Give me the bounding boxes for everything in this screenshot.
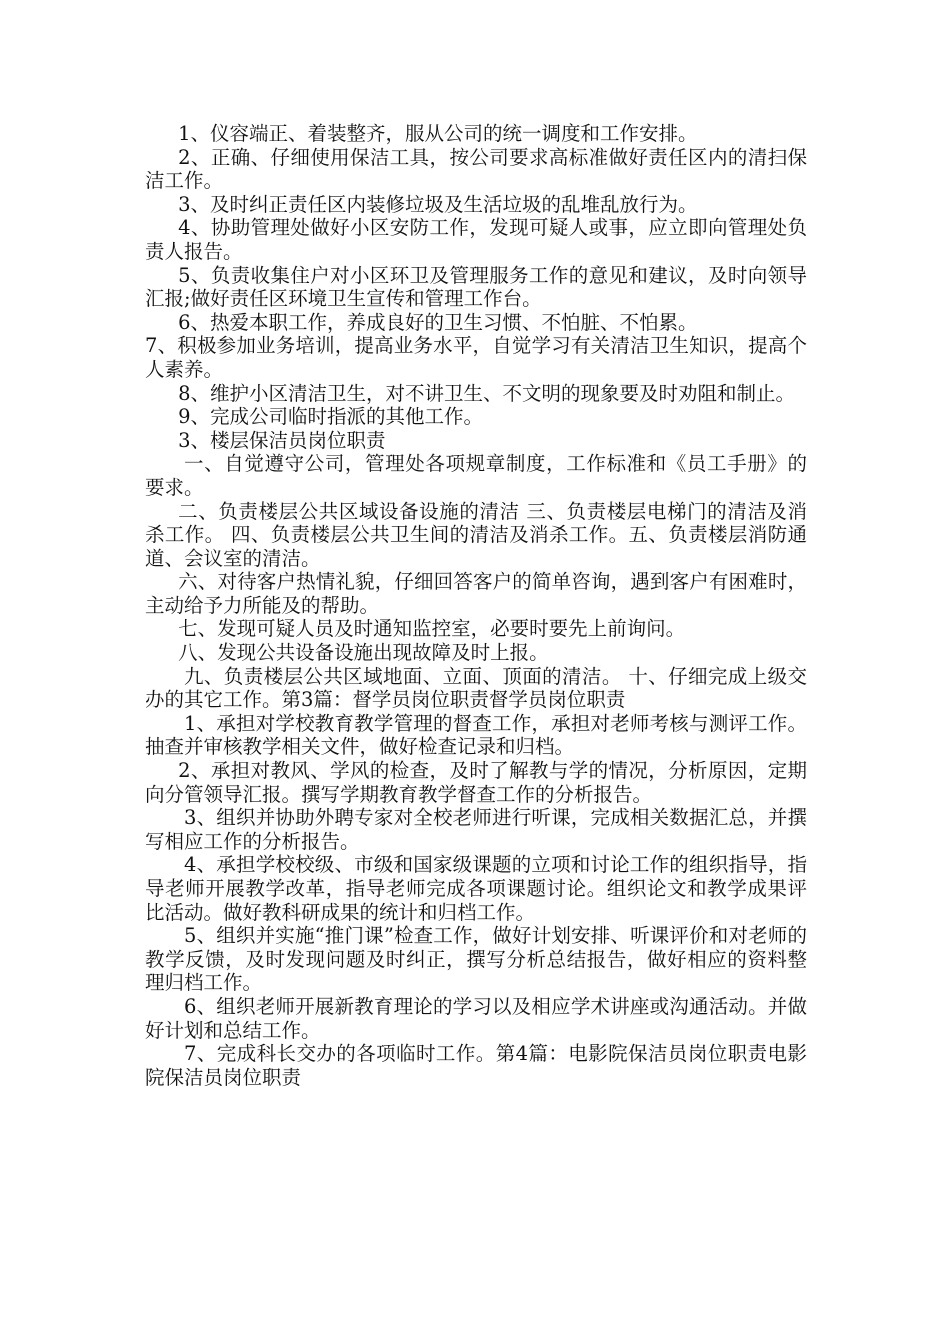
paragraph-2: 2、正确、仔细使用保洁工具，按公司要求高标准做好责任区内的清扫保洁工作。	[145, 145, 807, 193]
document-page	[145, 122, 807, 1089]
paragraph-supervisor-4: 4、承担学校校级、市级和国家级课题的立项和讨论工作的组织指导，指导老师开展教学改革，指导老师完成各项课题讨论。组织论文和教学成果评比活动。做好教科研成果的统计和归档工作。	[145, 853, 807, 924]
paragraph-supervisor-3: 3、组织并协助外聘专家对全校老师进行听课，完成相关数据汇总，并撰写相应工作的分析报告。	[145, 806, 807, 853]
paragraph-7: 7、积极参加业务培训，提高业务水平，自觉学习有关清洁卫生知识，提高个人素养。	[145, 334, 807, 381]
section-heading-floor-cleaner: 3、楼层保洁员岗位职责	[178, 428, 386, 452]
paragraph-8: 8、维护小区清洁卫生，对不讲卫生、不文明的现象要及时劝阻和制止。	[178, 381, 796, 405]
paragraph-floor-6: 六、对待客户热情礼貌，仔细回答客户的简单咨询，遇到客户有困难时，主动给予力所能及的帮助。	[145, 570, 807, 617]
paragraph-floor-9-10: 九、负责楼层公共区域地面、立面、顶面的清洁。 十、仔细完成上级交办的其它工作。第3篇：督学员岗位职责督学员岗位职责	[145, 664, 807, 712]
paragraph-supervisor-1: 1、承担对学校教育教学管理的督查工作，承担对老师考核与测评工作。抽查并审核教学相关文件，做好检查记录和归档。	[145, 711, 807, 759]
paragraph-4: 4、协助管理处做好小区安防工作，发现可疑人或事，应立即向管理处负责人报告。	[145, 216, 807, 263]
paragraph-supervisor-7: 7、完成科长交办的各项临时工作。第4篇：电影院保洁员岗位职责电影院保洁员岗位职责	[145, 1042, 807, 1089]
paragraph-5: 5、负责收集住户对小区环卫及管理服务工作的意见和建议，及时向领导汇报;做好责任区环境卫生宣传和管理工作台。	[145, 263, 807, 311]
paragraph-supervisor-6: 6、组织老师开展新教育理论的学习以及相应学术讲座或沟通活动。并做好计划和总结工作。	[145, 994, 807, 1042]
paragraph-3: 3、及时纠正责任区内装修垃圾及生活垃圾的乱堆乱放行为。	[178, 192, 698, 216]
paragraph-floor-1: 一、自觉遵守公司，管理处各项规章制度，工作标准和《员工手册》的要求。	[145, 452, 807, 499]
paragraph-floor-7: 七、发现可疑人员及时通知监控室，必要时要先上前询问。	[178, 617, 686, 641]
paragraph-floor-8: 八、发现公共设备设施出现故障及时上报。	[178, 641, 549, 665]
paragraph-6: 6、热爱本职工作，养成良好的卫生习惯、不怕脏、不怕累。	[178, 310, 698, 334]
paragraph-1: 1、仪容端正、着装整齐，服从公司的统一调度和工作安排。	[178, 122, 698, 145]
paragraph-floor-2-5: 二、负责楼层公共区域设备设施的清洁 三、负责楼层电梯门的清洁及消杀工作。 四、负责楼层公共卫生间的清洁及消杀工作。五、负责楼层消防通道、会议室的清洁。	[145, 499, 807, 570]
paragraph-supervisor-2: 2、承担对教风、学风的检查，及时了解教与学的情况，分析原因，定期向分管领导汇报。撰写学期教育教学督查工作的分析报告。	[145, 759, 807, 806]
paragraph-supervisor-5: 5、组织并实施“推门课”检查工作，做好计划安排、听课评价和对老师的教学反馈，及时发现问题及时纠正，撰写分析总结报告，做好相应的资料整理归档工作。	[145, 924, 807, 995]
paragraph-9: 9、完成公司临时指派的其他工作。	[178, 405, 484, 429]
